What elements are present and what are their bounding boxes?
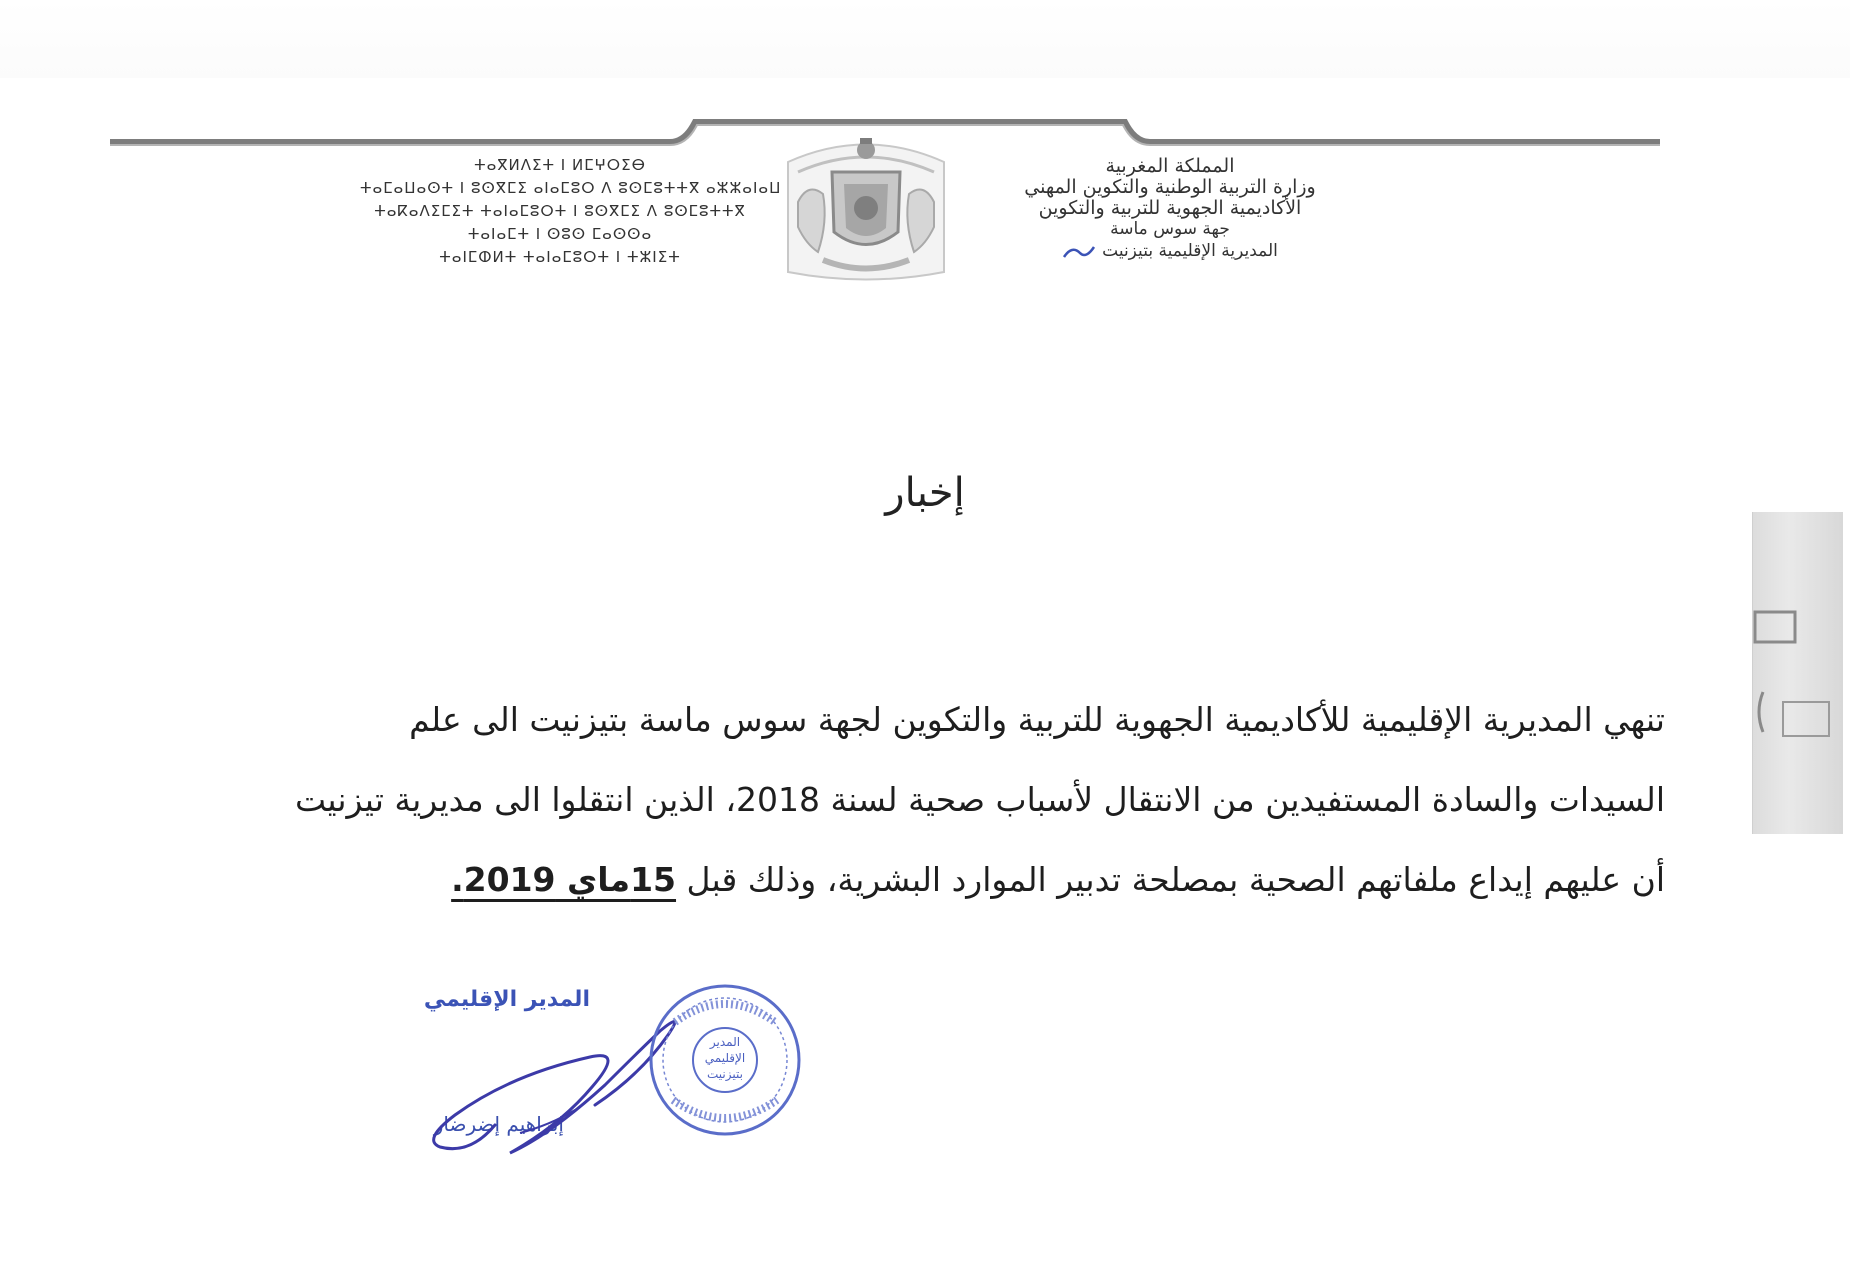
signer-title: المدير الإقليمي: [423, 987, 590, 1012]
deadline-date: 15ماي 2019.: [451, 860, 677, 899]
royal-emblem: [768, 132, 964, 287]
tifinagh-letterhead: [360, 154, 782, 269]
signer-name: إبراهيم إضرضار: [433, 1112, 564, 1136]
tifinagh-academy: ⵜⴰⴽⴰⴷⵉⵎⵉⵜ ⵜⴰⵏⴰⵎⵓⵔⵜ ⵏ ⵓⵙⴳⵎⵉ ⴷ ⵓⵙⵎⵓⵜⵜⴳ: [374, 202, 746, 220]
letterhead-academy: الأكاديمية الجهوية للتربية والتكوين: [1038, 197, 1302, 219]
letterhead-directorate: المديرية الإقليمية بتيزنيت: [1102, 241, 1278, 261]
letterhead-kingdom: المملكة المغربية: [1105, 155, 1235, 177]
document-title: إخبار: [885, 470, 965, 516]
letterhead-ministry: وزارة التربية الوطنية والتكوين المهني: [1024, 176, 1316, 198]
tifinagh-directorate: ⵜⴰⵏⵎⵀⵍⵜ ⵜⴰⵏⴰⵎⵓⵔⵜ ⵏ ⵜⵣⵏⵉⵜ: [439, 248, 681, 266]
seal-line-1: المدير: [709, 1035, 741, 1049]
scan-artifact-strip: [1752, 512, 1843, 834]
notice-body: [140, 680, 1665, 920]
seal-center-text: [695, 1034, 755, 1082]
body-line-1: تنهي المديرية الإقليمية للأكاديمية الجهوية للتربية والتكوين لجهة سوس ماسة بتيزنيت الى علم: [409, 700, 1665, 739]
tifinagh-kingdom: ⵜⴰⴳⵍⴷⵉⵜ ⵏ ⵍⵎⵖⵔⵉⴱ: [474, 156, 646, 174]
coat-of-arms-icon: [768, 132, 964, 287]
body-line-2: السيدات والسادة المستفيدين من الانتقال لأسباب صحية لسنة 2018، الذين انتقلوا الى مديرية تيزنيت: [294, 780, 1665, 819]
seal-line-2: الإقليمي: [704, 1051, 746, 1065]
body-line-3-text: أن عليهم إيداع ملفاتهم الصحية بمصلحة تدبير الموارد البشرية، وذلك قبل: [686, 860, 1665, 899]
seal-line-3: بتيزنيت: [707, 1067, 743, 1081]
tifinagh-ministry: ⵜⴰⵎⴰⵡⴰⵙⵜ ⵏ ⵓⵙⴳⵎⵉ ⴰⵏⴰⵎⵓⵔ ⴷ ⵓⵙⵎⵓⵜⵜⴳ ⴰⵣⵣⴰⵏⴰⵡ: [360, 179, 782, 197]
arabic-letterhead: [960, 156, 1380, 262]
letterhead-region: جهة سوس ماسة: [1110, 219, 1230, 239]
body-line-3: [140, 840, 1665, 920]
letterhead-directorate-row: [1062, 241, 1278, 262]
scan-artifact-icon: [1753, 512, 1843, 834]
tifinagh-region: ⵜⴰⵏⴰⵎⵜ ⵏ ⵙⵓⵙ ⵎⴰⵙⵙⴰ: [467, 225, 653, 243]
pen-mark-icon: [1062, 243, 1096, 261]
scan-top-edge: [0, 0, 1850, 78]
